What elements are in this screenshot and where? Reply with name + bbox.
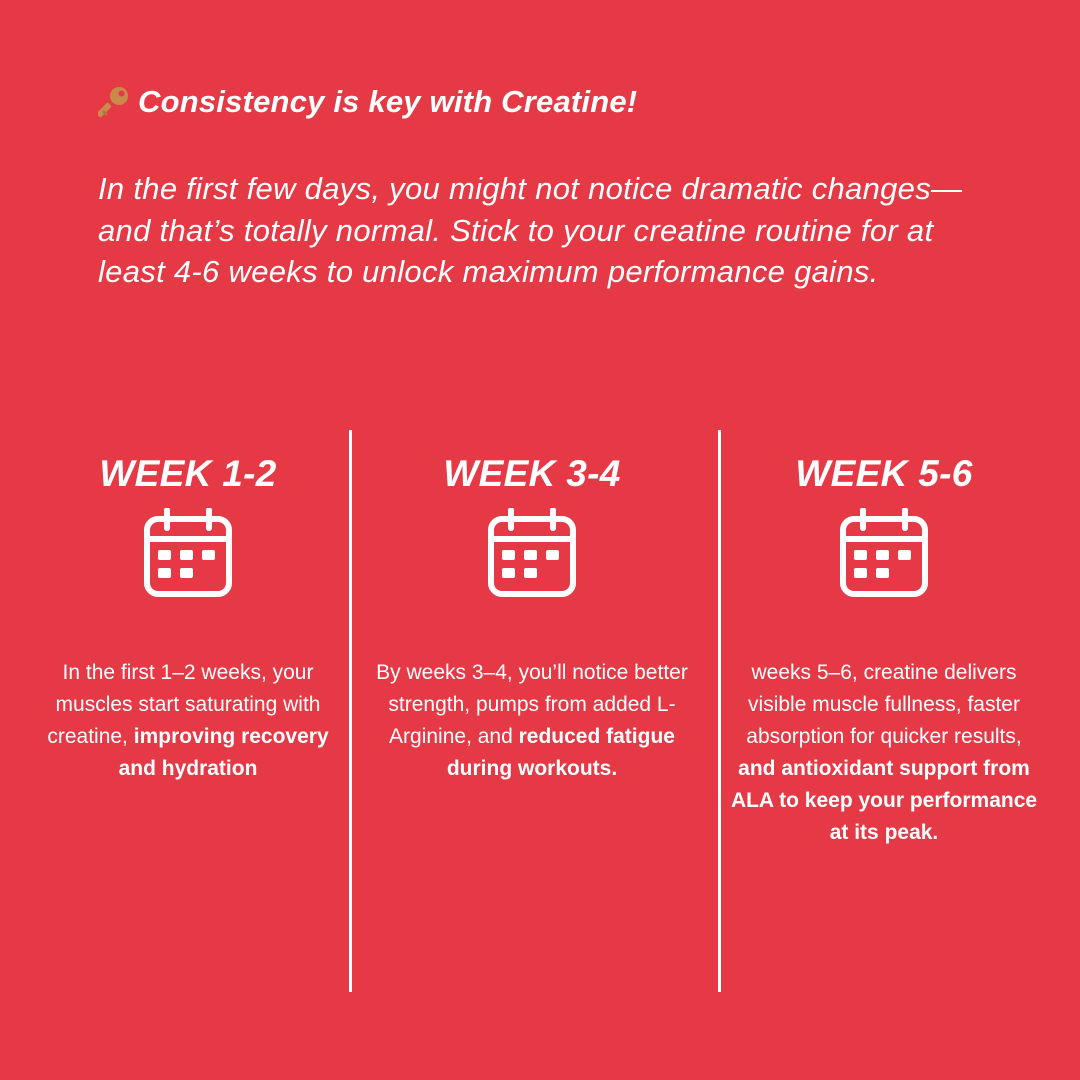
week-column-2 — [362, 450, 702, 785]
week-description-3-4 — [362, 657, 702, 785]
calendar-icon — [142, 508, 234, 600]
week-description-1-2 — [18, 657, 358, 785]
week-description-bold: reduced fatigue during workouts. — [446, 725, 675, 780]
week-title-1-2: WEEK 1-2 — [99, 453, 277, 494]
week-description-text: In the first 1–2 weeks, your muscles start saturating with creatine, — [47, 661, 321, 748]
week-title-5-6: WEEK 5-6 — [795, 453, 973, 494]
week-description-5-6 — [714, 657, 1054, 849]
calendar-icon — [838, 508, 930, 600]
week-description-text: By weeks 3–4, you’ll notice better strength, pumps from added L-Arginine, and — [376, 661, 688, 748]
week-column-3 — [714, 450, 1054, 849]
headline — [98, 84, 637, 120]
week-description-bold: improving recovery and hydration — [118, 725, 329, 780]
week-title-3-4: WEEK 3-4 — [443, 453, 621, 494]
intro-paragraph: In the first few days, you might not notice dramatic changes—and that’s totally normal. Stick to your creatine routine for at least 4-6 weeks to unlock maximum performance gains. — [98, 171, 963, 289]
week-column-1 — [18, 450, 358, 785]
key-icon — [98, 85, 130, 119]
week-description-text: weeks 5–6, creatine delivers visible muscle fullness, faster absorption for quicker results, — [746, 661, 1022, 748]
calendar-icon — [486, 508, 578, 600]
headline-title: Consistency is key with Creatine! — [138, 84, 638, 119]
week-description-bold: and antioxidant support from ALA to keep your performance at its peak. — [730, 757, 1038, 844]
